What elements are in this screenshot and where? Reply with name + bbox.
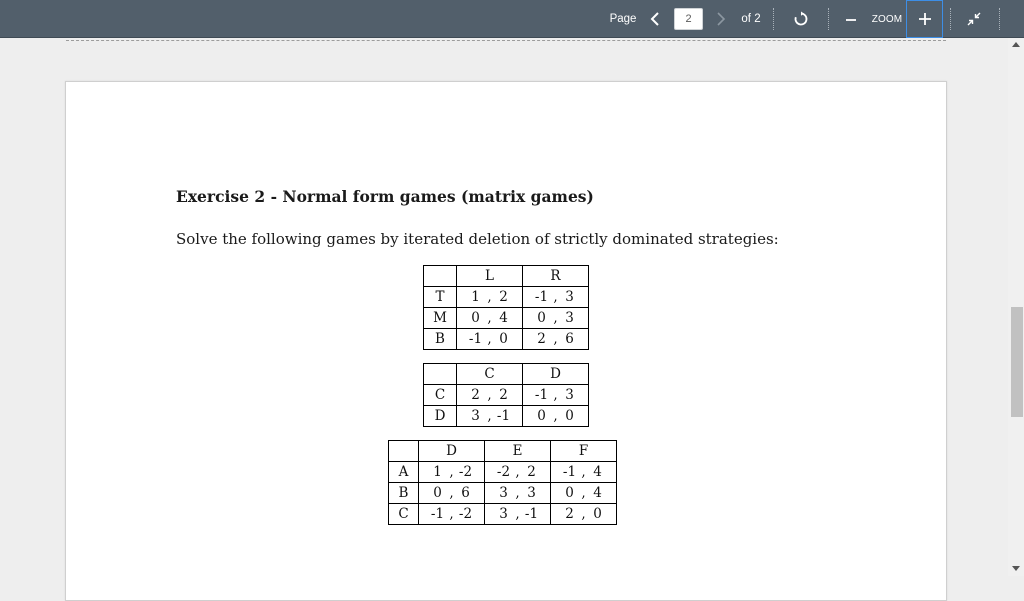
page-number-input[interactable]: 2 (674, 8, 703, 30)
payoff-value: 3 (565, 310, 574, 326)
payoff-cell: 0 , 3 (523, 308, 589, 329)
toolbar-divider (828, 8, 829, 30)
row-header: C (389, 504, 419, 525)
payoff-cell: 0 , 6 (419, 483, 485, 504)
toolbar-divider (773, 8, 774, 30)
payoff-value: -1 (524, 506, 539, 522)
scroll-up-arrow-icon[interactable] (1012, 42, 1020, 47)
payoff-value: 0 (537, 408, 546, 424)
column-header: D (523, 364, 589, 385)
payoff-value: -2 (458, 506, 473, 522)
table-row (424, 329, 589, 350)
payoff-cell: -1 , 0 (457, 329, 523, 350)
column-header: E (485, 441, 551, 462)
zoom-out-button[interactable] (841, 0, 861, 38)
toolbar-divider (950, 8, 951, 30)
payoff-cell: 0 , 4 (551, 483, 617, 504)
payoff-value: -2 (458, 464, 473, 480)
game-matrix-3 (388, 440, 617, 525)
next-page-button[interactable] (711, 0, 731, 38)
page-label: Page (609, 13, 637, 25)
column-header: D (419, 441, 485, 462)
payoff-value: 2 (537, 331, 546, 347)
payoff-cell: 2 , 2 (457, 385, 523, 406)
payoff-cell: 1 , -2 (419, 462, 485, 483)
column-header: R (523, 266, 589, 287)
payoff-value: -1 (562, 464, 577, 480)
collapse-view-button[interactable] (962, 0, 986, 38)
payoff-value: -1 (534, 387, 549, 403)
scroll-down-arrow-icon[interactable] (1012, 566, 1020, 571)
exercise-instruction: Solve the following games by iterated deletion of strictly dominated strategies: (176, 230, 779, 248)
payoff-value: 3 (565, 289, 574, 305)
pdf-toolbar (0, 0, 1024, 38)
payoff-value: 0 (565, 485, 574, 501)
payoff-value: 0 (471, 310, 480, 326)
payoff-value: 0 (537, 310, 546, 326)
payoff-value: -1 (468, 331, 483, 347)
payoff-cell: 2 , 6 (523, 329, 589, 350)
column-header: F (551, 441, 617, 462)
table-row (424, 287, 589, 308)
table-header-row (424, 364, 589, 385)
row-header: D (424, 406, 457, 427)
payoff-value: -1 (496, 408, 511, 424)
payoff-cell: 3 , -1 (457, 406, 523, 427)
payoff-cell: -1 , 3 (523, 287, 589, 308)
corner-cell (389, 441, 419, 462)
collapse-icon (967, 12, 981, 26)
rotate-icon (793, 11, 809, 27)
corner-cell (424, 266, 457, 287)
payoff-value: 1 (433, 464, 442, 480)
table-row (389, 504, 617, 525)
table-row (424, 406, 589, 427)
payoff-value: 2 (565, 506, 574, 522)
column-header: L (457, 266, 523, 287)
previous-page-edge (66, 40, 946, 41)
corner-cell (424, 364, 457, 385)
payoff-value: 3 (471, 408, 480, 424)
payoff-cell: -2 , 2 (485, 462, 551, 483)
column-header: C (457, 364, 523, 385)
payoff-value: -2 (496, 464, 511, 480)
payoff-value: 3 (565, 387, 574, 403)
zoom-in-button[interactable] (906, 0, 943, 38)
payoff-value: 0 (433, 485, 442, 501)
payoff-value: 4 (593, 464, 602, 480)
payoff-cell: 3 , 3 (485, 483, 551, 504)
table-header-row (424, 266, 589, 287)
payoff-value: 0 (499, 331, 508, 347)
payoff-value: 2 (471, 387, 480, 403)
payoff-value: 3 (527, 485, 536, 501)
table-row (389, 462, 617, 483)
payoff-cell: 3 , -1 (485, 504, 551, 525)
payoff-cell: -1 , 3 (523, 385, 589, 406)
previous-page-button[interactable] (645, 0, 665, 38)
chevron-right-icon (716, 12, 726, 26)
payoff-cell: 2 , 0 (551, 504, 617, 525)
table-row (389, 483, 617, 504)
chevron-left-icon (650, 12, 660, 26)
table-header-row (389, 441, 617, 462)
row-header: A (389, 462, 419, 483)
payoff-value: 0 (593, 506, 602, 522)
payoff-cell: -1 , 4 (551, 462, 617, 483)
payoff-value: 2 (499, 289, 508, 305)
game-matrix-1 (423, 265, 589, 350)
payoff-cell: -1 , -2 (419, 504, 485, 525)
page-count-label: of 2 (741, 13, 761, 25)
payoff-value: 2 (499, 387, 508, 403)
rotate-button[interactable] (790, 0, 812, 38)
game-matrix-2 (423, 363, 589, 427)
payoff-value: 6 (565, 331, 574, 347)
payoff-cell: 1 , 2 (457, 287, 523, 308)
row-header: B (389, 483, 419, 504)
row-header: M (424, 308, 457, 329)
payoff-value: 3 (499, 485, 508, 501)
payoff-value: 1 (471, 289, 480, 305)
payoff-value: 4 (499, 310, 508, 326)
minus-icon (845, 13, 857, 25)
table-row (424, 308, 589, 329)
row-header: B (424, 329, 457, 350)
payoff-value: 3 (499, 506, 508, 522)
payoff-value: 0 (565, 408, 574, 424)
payoff-value: 2 (527, 464, 536, 480)
scrollbar-thumb[interactable] (1011, 307, 1023, 417)
exercise-title: Exercise 2 - Normal form games (matrix games) (176, 187, 594, 206)
payoff-value: -1 (534, 289, 549, 305)
zoom-label: ZOOM (871, 13, 903, 25)
payoff-cell: 0 , 0 (523, 406, 589, 427)
row-header: T (424, 287, 457, 308)
plus-icon (918, 12, 932, 26)
payoff-value: -1 (430, 506, 445, 522)
payoff-value: 6 (461, 485, 470, 501)
payoff-value: 4 (593, 485, 602, 501)
table-row (424, 385, 589, 406)
row-header: C (424, 385, 457, 406)
toolbar-divider (999, 8, 1000, 30)
payoff-cell: 0 , 4 (457, 308, 523, 329)
